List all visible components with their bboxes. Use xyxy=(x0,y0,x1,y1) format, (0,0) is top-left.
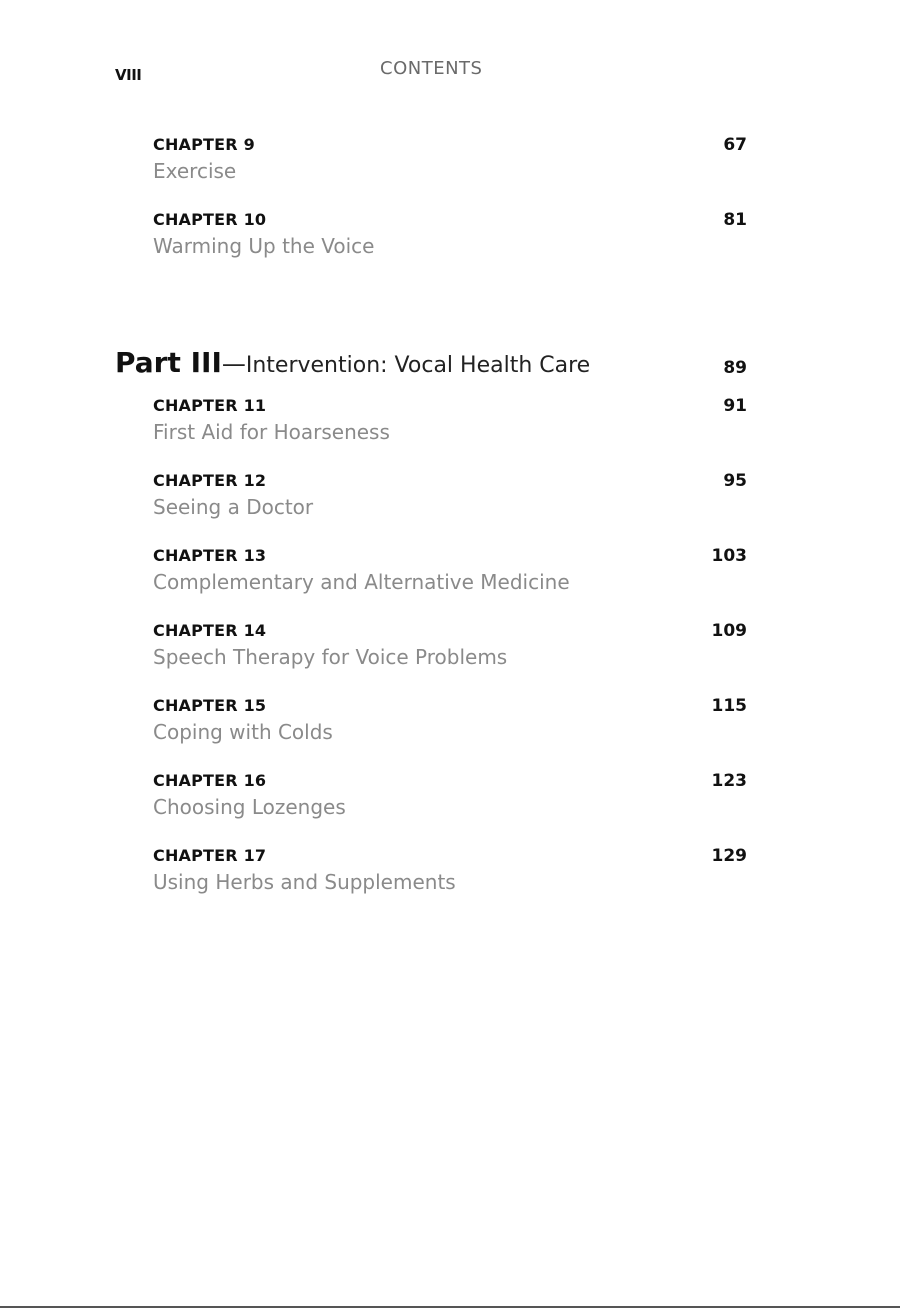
chapter-label: CHAPTER 12 xyxy=(153,471,267,490)
chapter-page-number: 109 xyxy=(711,621,747,641)
chapter-page-number: 123 xyxy=(711,771,747,791)
chapter-label: CHAPTER 17 xyxy=(153,846,267,865)
chapter-label: CHAPTER 15 xyxy=(153,696,267,715)
chapter-label: CHAPTER 10 xyxy=(153,210,267,229)
chapter-title: Speech Therapy for Voice Problems xyxy=(153,645,508,669)
toc-entry-chapter-10[interactable] xyxy=(153,210,747,266)
chapter-label: CHAPTER 13 xyxy=(153,546,267,565)
chapter-title: First Aid for Hoarseness xyxy=(153,420,390,444)
part-dash: — xyxy=(221,350,246,378)
toc-entry-chapter-9[interactable] xyxy=(153,135,747,191)
part-label: Part III xyxy=(115,346,222,379)
chapter-title: Seeing a Doctor xyxy=(153,495,314,519)
running-title: CONTENTS xyxy=(380,58,483,79)
running-head xyxy=(0,58,900,88)
toc-part-heading[interactable] xyxy=(115,346,747,382)
chapter-title: Using Herbs and Supplements xyxy=(153,870,456,894)
part-title: Intervention: Vocal Health Care xyxy=(245,353,591,378)
chapter-title: Exercise xyxy=(153,159,237,183)
chapter-title: Choosing Lozenges xyxy=(153,795,346,819)
chapter-page-number: 95 xyxy=(723,471,747,491)
chapter-title: Warming Up the Voice xyxy=(153,234,375,258)
chapter-label: CHAPTER 16 xyxy=(153,771,267,790)
chapter-page-number: 103 xyxy=(711,546,747,566)
chapter-page-number: 67 xyxy=(723,135,747,155)
part-page-number: 89 xyxy=(723,358,747,378)
chapter-page-number: 129 xyxy=(711,846,747,866)
part-heading-line xyxy=(115,346,590,379)
chapter-label: CHAPTER 11 xyxy=(153,396,267,415)
toc-entry-chapter-14[interactable] xyxy=(153,621,747,677)
chapter-label: CHAPTER 9 xyxy=(153,135,255,154)
chapter-page-number: 81 xyxy=(723,210,747,230)
toc-entry-chapter-15[interactable] xyxy=(153,696,747,752)
toc-entry-chapter-17[interactable] xyxy=(153,846,747,902)
toc-entry-chapter-11[interactable] xyxy=(153,396,747,452)
page-folio: VIII xyxy=(115,66,142,84)
toc-entry-chapter-12[interactable] xyxy=(153,471,747,527)
chapter-page-number: 91 xyxy=(723,396,747,416)
chapter-title: Complementary and Alternative Medicine xyxy=(153,570,570,594)
chapter-page-number: 115 xyxy=(711,696,747,716)
toc-entry-chapter-16[interactable] xyxy=(153,771,747,827)
chapter-title: Coping with Colds xyxy=(153,720,333,744)
toc-entry-chapter-13[interactable] xyxy=(153,546,747,602)
chapter-label: CHAPTER 14 xyxy=(153,621,267,640)
